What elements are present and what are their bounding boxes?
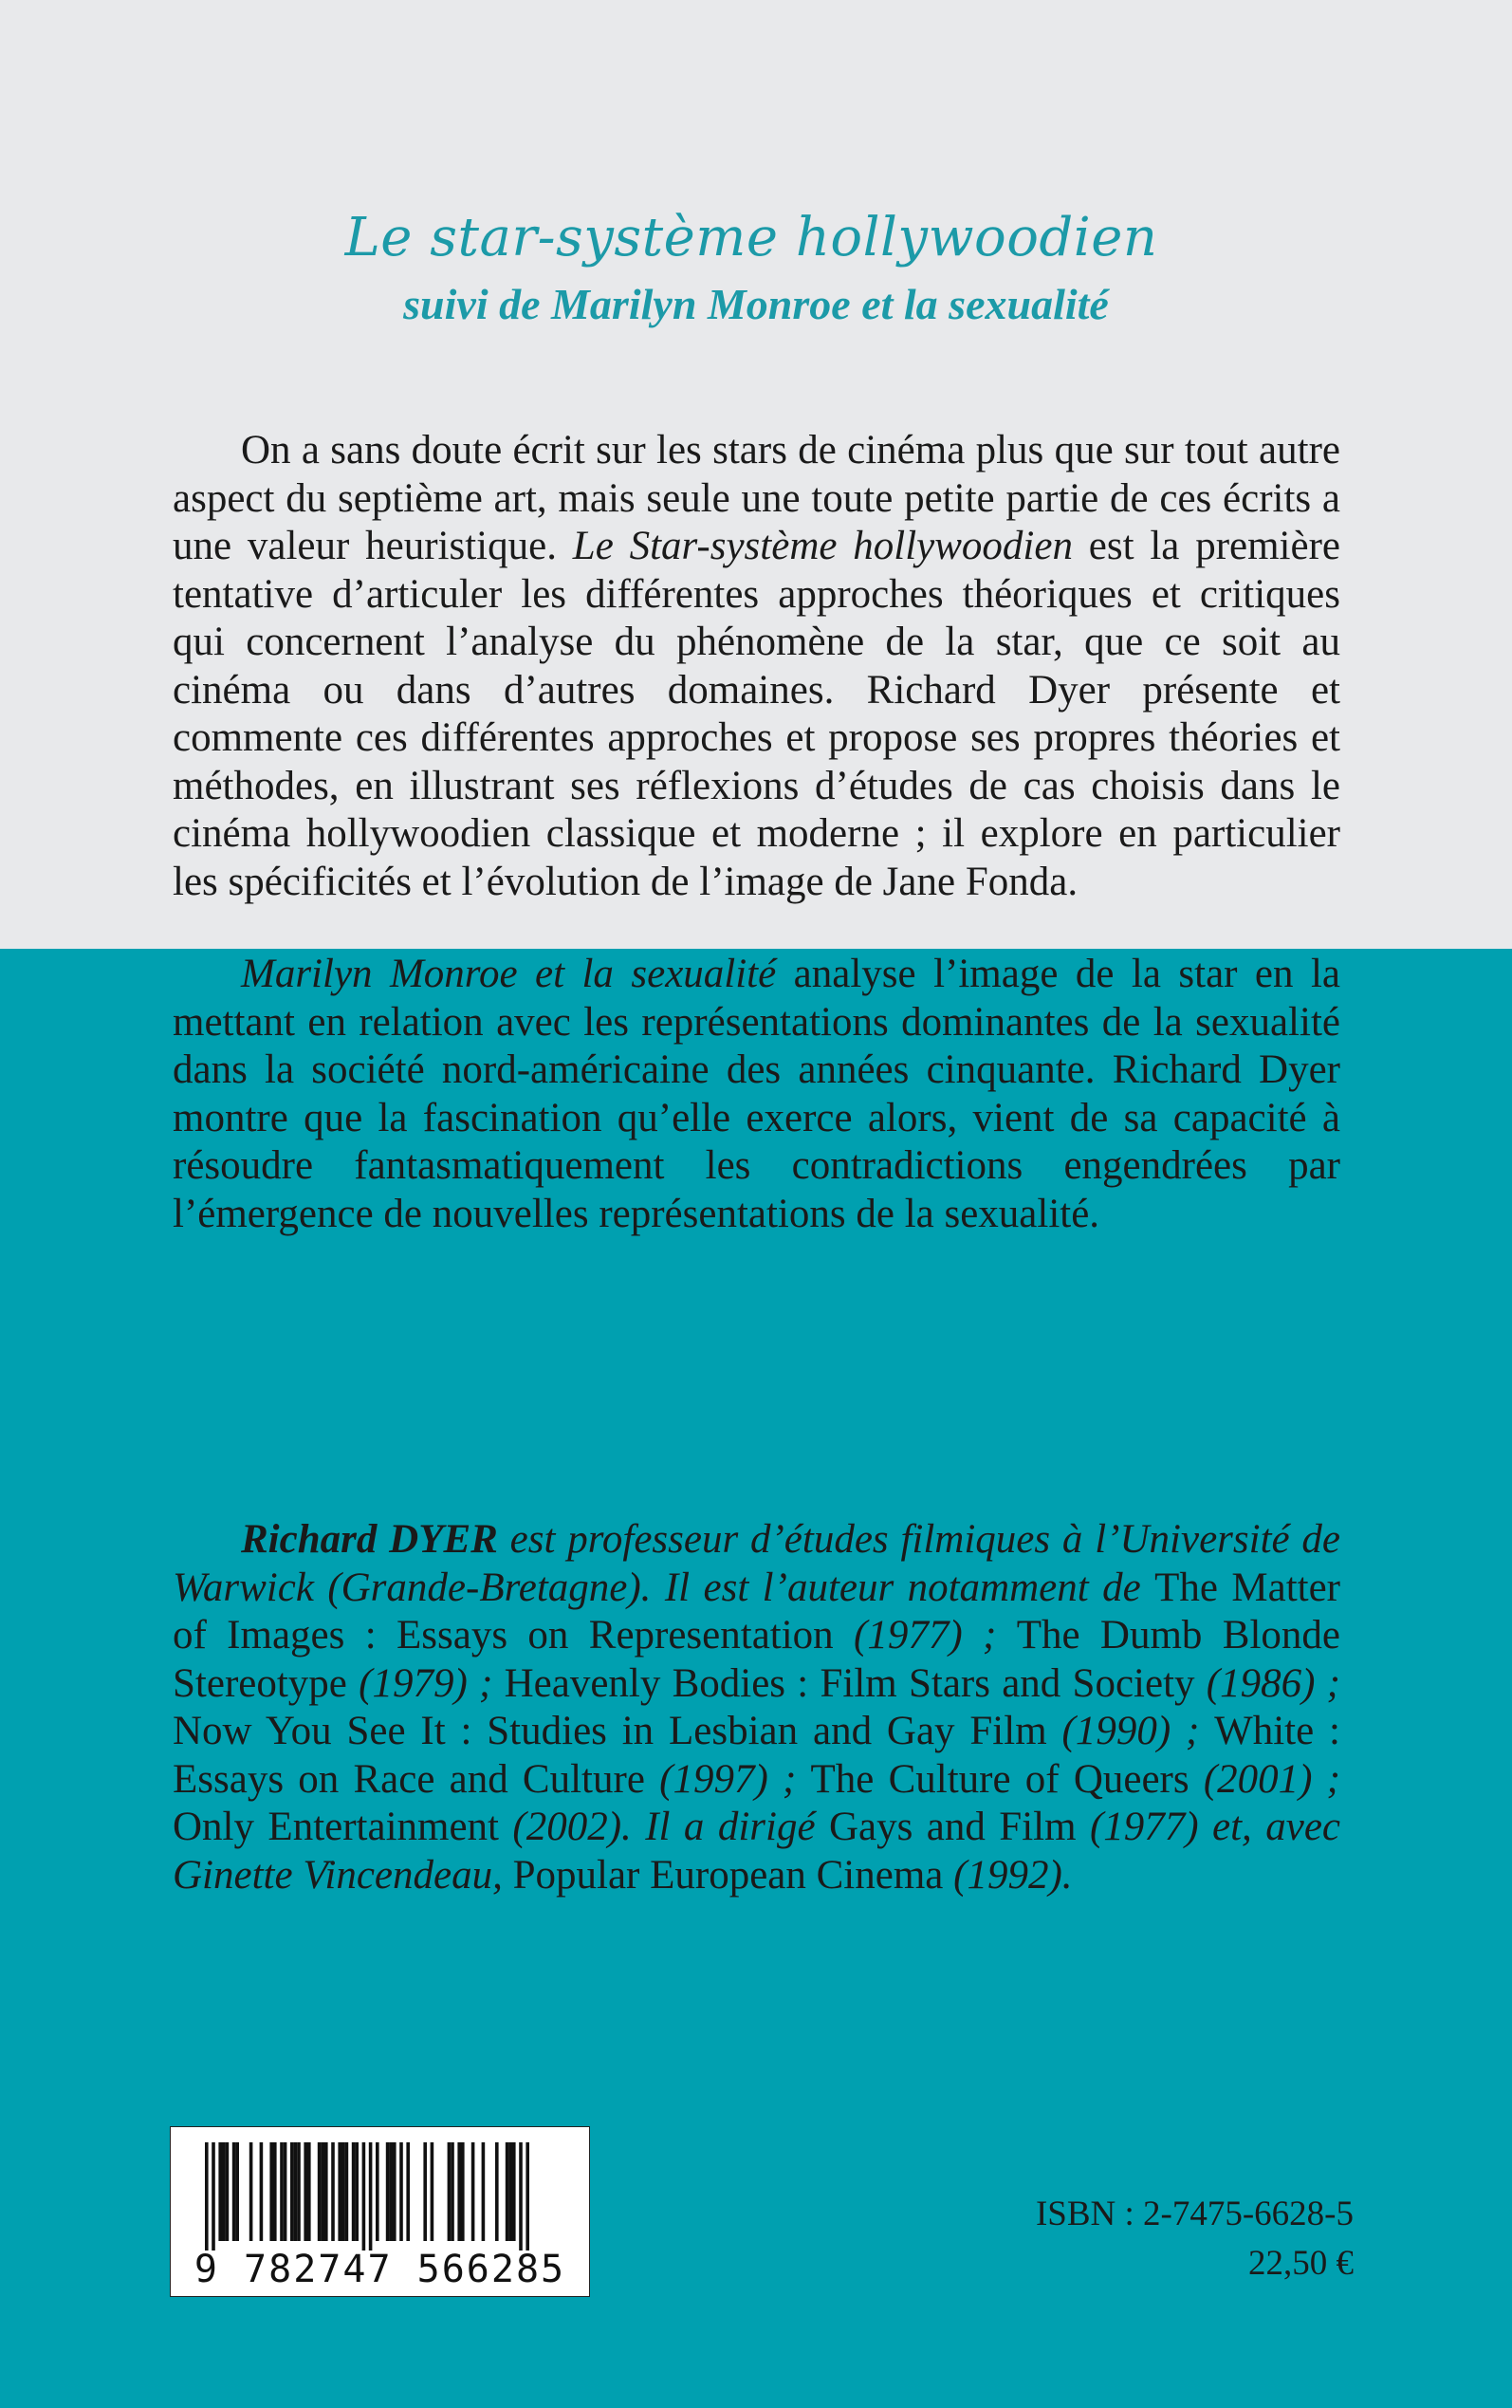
- bio-text: (1977) et, avec Ginette Vincendeau,: [173, 1805, 1340, 1898]
- price-label: 22,50 €: [1248, 2244, 1354, 2283]
- barcode-bar: [318, 2142, 322, 2241]
- barcode-bar: [226, 2142, 230, 2241]
- barcode-bar: [448, 2142, 452, 2241]
- author-bio: [173, 1516, 1340, 1899]
- barcode-bar: [461, 2142, 465, 2241]
- barcode-bar: [205, 2142, 209, 2251]
- barcode-bar: [232, 2142, 236, 2241]
- barcode-bar: [345, 2142, 349, 2241]
- barcode-bar: [304, 2142, 307, 2241]
- summary-1-text-b: est la première tentative d’articuler les différentes approches théoriques et critiques qui concernent l’analyse du phénomène de la star, que ce soit au cinéma ou dans d’autres domaines. Richard Dyer présente et commente ces différentes approches et propose ses propres théories et méthodes, en illustrant ses réflexions d’études de cas choisis dans le cinéma hollywoodien classique et moderne ; il explore en particulier les spécificités et l’évolution de l’image de Jane Fonda.: [173, 524, 1340, 904]
- barcode-bar: [260, 2142, 264, 2241]
- bio-text: (1997) ;: [644, 1756, 811, 1802]
- barcode-bar: [324, 2142, 328, 2241]
- author-name: Richard DYER: [241, 1517, 498, 1562]
- summary-paragraph-1: [173, 427, 1340, 906]
- bio-work-title: Gays and Film: [828, 1805, 1077, 1849]
- bio-text: (1977) ;: [833, 1613, 1017, 1658]
- bio-text: (2002). Il a dirigé: [499, 1805, 829, 1849]
- bio-text: (1986) ;: [1194, 1660, 1340, 1706]
- barcode-bar: [294, 2142, 298, 2241]
- barcode-bar: [273, 2142, 277, 2241]
- barcode-bar: [355, 2142, 359, 2241]
- bio-work-title: Only Entertainment: [173, 1805, 499, 1849]
- barcode-bar: [423, 2142, 427, 2241]
- barcode-bar: [508, 2142, 512, 2241]
- bio-work-title: The Culture of Queers: [810, 1756, 1189, 1802]
- bio-work-title: Heavenly Bodies : Film Stars and Society: [504, 1660, 1195, 1706]
- barcode-bar: [512, 2142, 516, 2241]
- barcode-bar: [519, 2142, 523, 2251]
- summary-1-book-title: Le Star-système hollywoodien: [572, 524, 1073, 568]
- barcode-bar: [341, 2142, 345, 2241]
- bio-text: (1992).: [943, 1852, 1073, 1898]
- bio-text: (2001) ;: [1189, 1756, 1340, 1802]
- bio-work-title: The Dumb Blonde Stereotype: [173, 1613, 1340, 1706]
- barcode-bar: [495, 2142, 499, 2241]
- barcode-bar: [369, 2142, 373, 2251]
- barcode-bars: [171, 2127, 589, 2251]
- bio-work-title: Now You See It : Studies in Lesbian and Gay Film: [173, 1709, 1047, 1753]
- barcode-bar: [362, 2142, 366, 2251]
- barcode-bar: [431, 2142, 434, 2241]
- barcode-bar: [222, 2142, 226, 2241]
- barcode-bar: [471, 2142, 475, 2241]
- barcode-bar: [218, 2142, 222, 2241]
- barcode-bar: [284, 2142, 287, 2241]
- barcode-bar: [338, 2142, 341, 2241]
- summary-2-text: analyse l’image de la star en la mettant en relation avec les représentations dominantes de la sexualité dans la société nord-américaine des années cinquante. Richard Dyer montre que la fascination qu’elle exerce alors, vient de sa capacité à résoudre fantasmatiquement les contradictions engendrées par l’émergence de nouvelles représentations de la sexualité.: [173, 952, 1340, 1236]
- barcode-bar: [297, 2142, 301, 2241]
- barcode-bar: [393, 2142, 396, 2241]
- book-title: Le star-système hollywoodien: [344, 207, 1158, 269]
- barcode-bar: [451, 2142, 454, 2241]
- barcode-bar: [406, 2142, 410, 2241]
- bio-work-title: Popular European Cinema: [512, 1852, 944, 1898]
- barcode-bar: [321, 2142, 324, 2241]
- bio-work-title: The Matter of Images : Essays on Representation: [173, 1565, 1340, 1658]
- barcode-bar: [290, 2142, 294, 2241]
- barcode: [170, 2126, 590, 2297]
- barcode-bar: [376, 2142, 379, 2241]
- barcode-bar: [280, 2142, 284, 2241]
- bio-text: est professeur d’études filmiques à l’Université de Warwick (Grande-Bretagne). Il est l’auteur notamment de: [173, 1517, 1341, 1610]
- summary-paragraph-2: [173, 951, 1340, 1238]
- barcode-bar: [389, 2142, 393, 2241]
- barcode-bar: [212, 2142, 215, 2251]
- barcode-bar: [269, 2142, 273, 2241]
- bio-work-title: White : Essays on Race and Culture: [173, 1709, 1340, 1802]
- barcode-digits: 9 782747 566285: [194, 2248, 566, 2291]
- bio-text: (1979) ;: [346, 1660, 505, 1706]
- barcode-bar: [457, 2142, 461, 2241]
- barcode-bar: [526, 2142, 529, 2251]
- barcode-bar: [235, 2142, 239, 2241]
- barcode-bar: [482, 2142, 486, 2241]
- barcode-bar: [352, 2142, 356, 2241]
- barcode-bar: [506, 2142, 509, 2241]
- isbn-label: ISBN : 2-7475-6628-5: [1035, 2195, 1354, 2233]
- title-block: [0, 204, 1512, 337]
- book-subtitle: suivi de Marilyn Monroe et la sexualité: [403, 280, 1109, 328]
- barcode-bar: [386, 2142, 390, 2241]
- bio-text: (1990) ;: [1046, 1709, 1215, 1753]
- barcode-bar: [399, 2142, 403, 2241]
- barcode-bar: [331, 2142, 335, 2241]
- summary-1-text-a: On a sans doute écrit sur les stars de cinéma plus que sur tout autre aspect du septième art, mais seule une toute petite partie de ces écrits a une valeur heuristique.: [173, 428, 1340, 568]
- barcode-bar: [249, 2142, 253, 2241]
- summary-2-book-title: Marilyn Monroe et la sexualité: [241, 952, 777, 996]
- barcode-bar: [307, 2142, 311, 2241]
